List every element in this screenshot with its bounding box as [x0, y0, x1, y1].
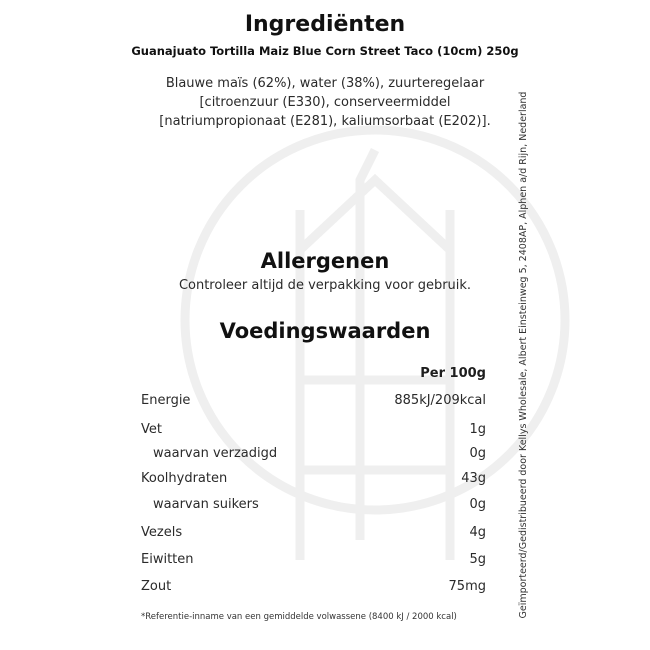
- nutrition-row-suikers: [141, 497, 486, 515]
- nutrition-value: 0g: [469, 497, 486, 512]
- nutrition-label: waarvan suikers: [153, 497, 259, 512]
- nutrition-label: Zout: [141, 579, 172, 594]
- nutrition-label: Vet: [141, 422, 162, 437]
- nutrition-label: Koolhydraten: [141, 471, 228, 486]
- nutrition-row-vet: [141, 422, 486, 440]
- nutrition-value: 43g: [461, 471, 486, 486]
- nutrition-value: 5g: [469, 552, 486, 567]
- nutrition-row-vezels: [141, 525, 486, 543]
- per-100g-header: Per 100g: [420, 366, 486, 381]
- product-name: Guanajuato Tortilla Maiz Blue Corn Street Taco (10cm) 250g: [131, 44, 519, 58]
- nutrition-row-zout: [141, 579, 486, 597]
- allergens-text: Controleer altijd de verpakking voor gebruik.: [178, 278, 472, 293]
- nutrition-label: Vezels: [141, 525, 183, 540]
- nutrition-value: 0g: [469, 446, 486, 461]
- nutrition-label: Energie: [141, 393, 191, 408]
- nutrition-title: Voedingswaarden: [219, 319, 431, 343]
- nutrition-value: 75mg: [448, 579, 486, 594]
- ingredients-title: Ingrediënten: [244, 12, 406, 37]
- nutrition-row-eiwitten: [141, 552, 486, 570]
- nutrition-row-koolhydraten: [141, 471, 486, 489]
- allergens-title: Allergenen: [260, 249, 390, 273]
- ingredients-text: Blauwe maïs (62%), water (38%), zuurteregelaar [citroenzuur (E330), conserveermiddel [natriumpropionaat (E281), kaliumsorbaat (E202)].: [159, 76, 491, 129]
- nutrition-value: 1g: [469, 422, 486, 437]
- nutrition-label: Eiwitten: [141, 552, 194, 567]
- nutrition-value: 885kJ/209kcal: [394, 393, 486, 408]
- nutrition-label: waarvan verzadigd: [153, 446, 278, 461]
- importer-side-text: Geïmporteerd/Gedistribueerd door Kellys Wholesale, Albert Einsteinweg 5, 2408AP, Alphen a/d Rijn, Nederland: [518, 91, 529, 619]
- nutrition-row-verzadigd: [141, 446, 486, 464]
- nutrition-value: 4g: [469, 525, 486, 540]
- reference-footnote: *Referentie-inname van een gemiddelde volwassene (8400 kJ / 2000 kcal): [141, 612, 457, 622]
- nutrition-row-energie: [141, 393, 486, 411]
